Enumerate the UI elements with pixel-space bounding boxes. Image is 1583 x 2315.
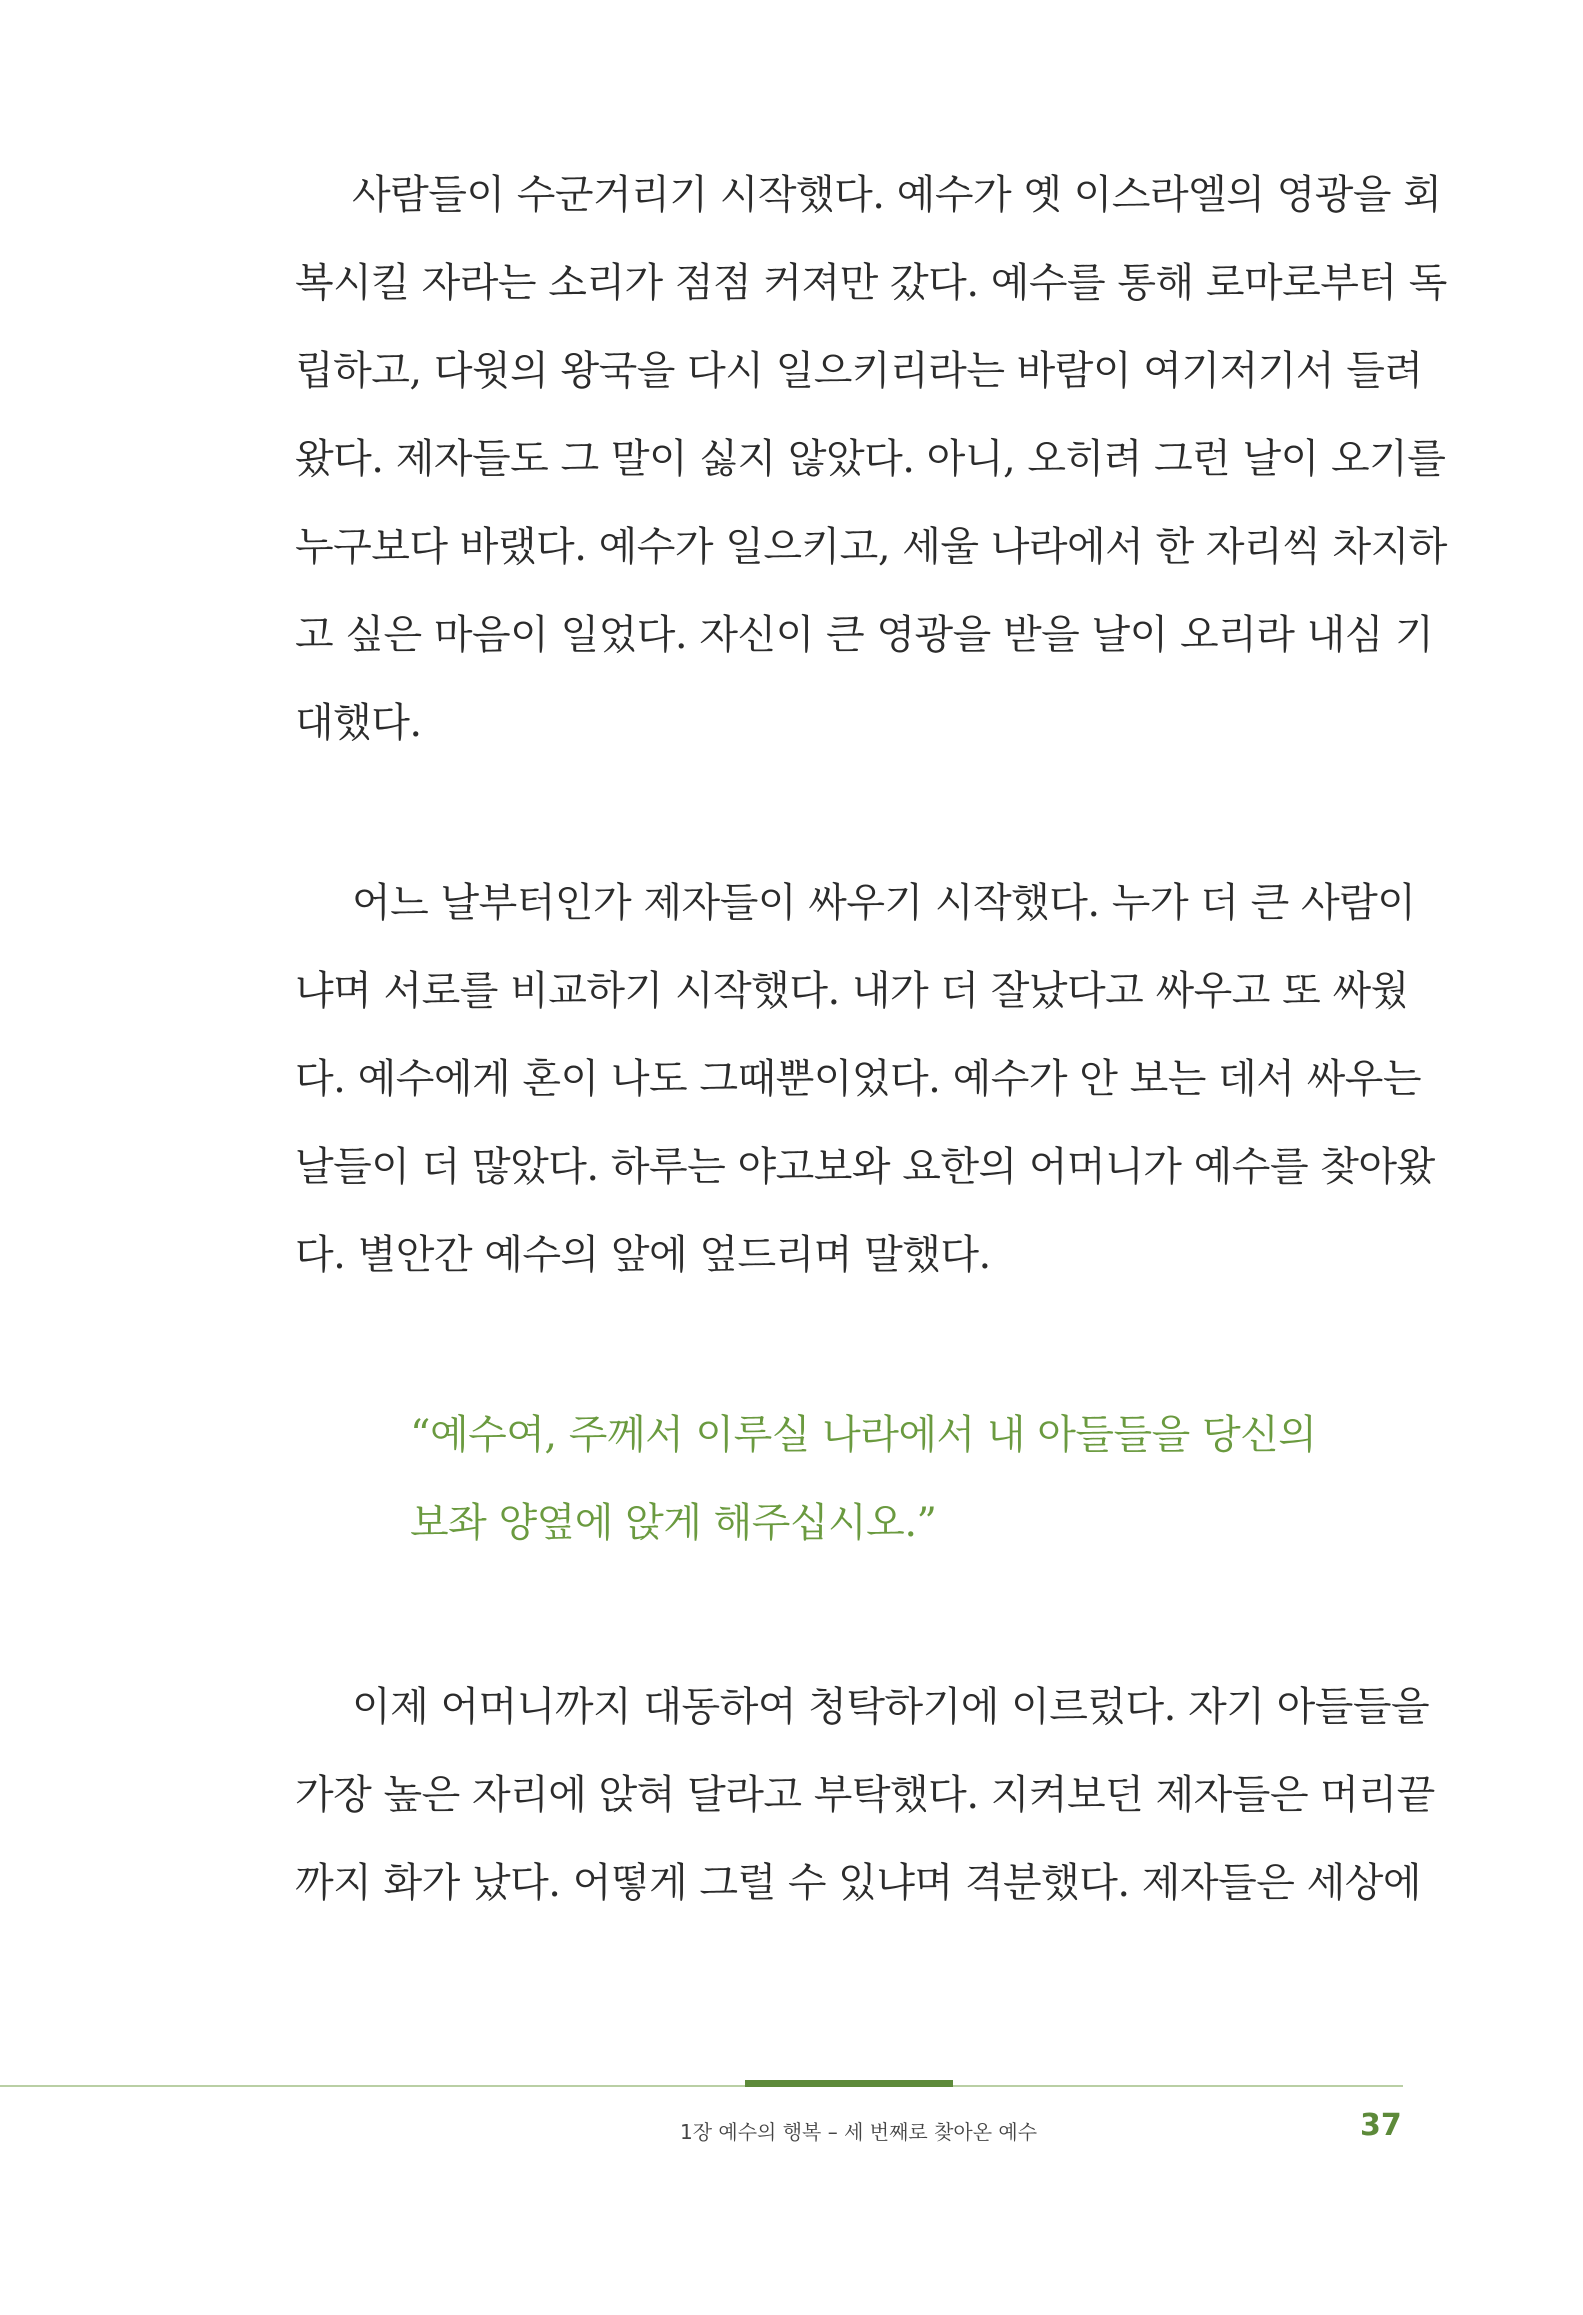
paragraph-line: 대했다. xyxy=(295,700,422,746)
paragraph-line: 이제 어머니까지 대동하여 청탁하기에 이르렀다. 자기 아들들을 xyxy=(352,1684,1430,1730)
paragraph-line: 다. 별안간 예수의 앞에 엎드리며 말했다. xyxy=(295,1232,991,1278)
paragraph-line: 다. 예수에게 혼이 나도 그때뿐이었다. 예수가 안 보는 데서 싸우는 xyxy=(295,1056,1422,1102)
footer-divider xyxy=(0,2085,1403,2087)
footer-accent-bar xyxy=(745,2080,953,2087)
paragraph-line: 누구보다 바랬다. 예수가 일으키고, 세울 나라에서 한 자리씩 차지하 xyxy=(295,524,1447,570)
paragraph-line: 왔다. 제자들도 그 말이 싫지 않았다. 아니, 오히려 그런 날이 오기를 xyxy=(295,436,1446,482)
page-number: 37 xyxy=(1360,2108,1402,2143)
paragraph-line: 복시킬 자라는 소리가 점점 커져만 갔다. 예수를 통해 로마로부터 독 xyxy=(295,260,1447,306)
quote-line: 보좌 양옆에 앉게 해주십시오.” xyxy=(410,1500,937,1546)
paragraph-line: 립하고, 다윗의 왕국을 다시 일으키리라는 바람이 여기저기서 들려 xyxy=(295,348,1423,394)
paragraph-line: 어느 날부터인가 제자들이 싸우기 시작했다. 누가 더 큰 사람이 xyxy=(352,880,1416,926)
paragraph-line: 사람들이 수군거리기 시작했다. 예수가 옛 이스라엘의 영광을 회 xyxy=(352,172,1442,218)
paragraph-line: 가장 높은 자리에 앉혀 달라고 부탁했다. 지켜보던 제자들은 머리끝 xyxy=(295,1772,1435,1818)
running-footer: 1장 예수의 행복 – 세 번째로 찾아온 예수 xyxy=(680,2120,1038,2144)
paragraph-line: 날들이 더 많았다. 하루는 야고보와 요한의 어머니가 예수를 찾아왔 xyxy=(295,1144,1435,1190)
paragraph-line: 고 싶은 마음이 일었다. 자신이 큰 영광을 받을 날이 오리라 내심 기 xyxy=(295,612,1434,658)
quote-line: “예수여, 주께서 이루실 나라에서 내 아들들을 당신의 xyxy=(410,1412,1317,1458)
paragraph-line: 냐며 서로를 비교하기 시작했다. 내가 더 잘났다고 싸우고 또 싸웠 xyxy=(295,968,1409,1014)
paragraph-line: 까지 화가 났다. 어떻게 그럴 수 있냐며 격분했다. 제자들은 세상에 xyxy=(295,1860,1422,1906)
